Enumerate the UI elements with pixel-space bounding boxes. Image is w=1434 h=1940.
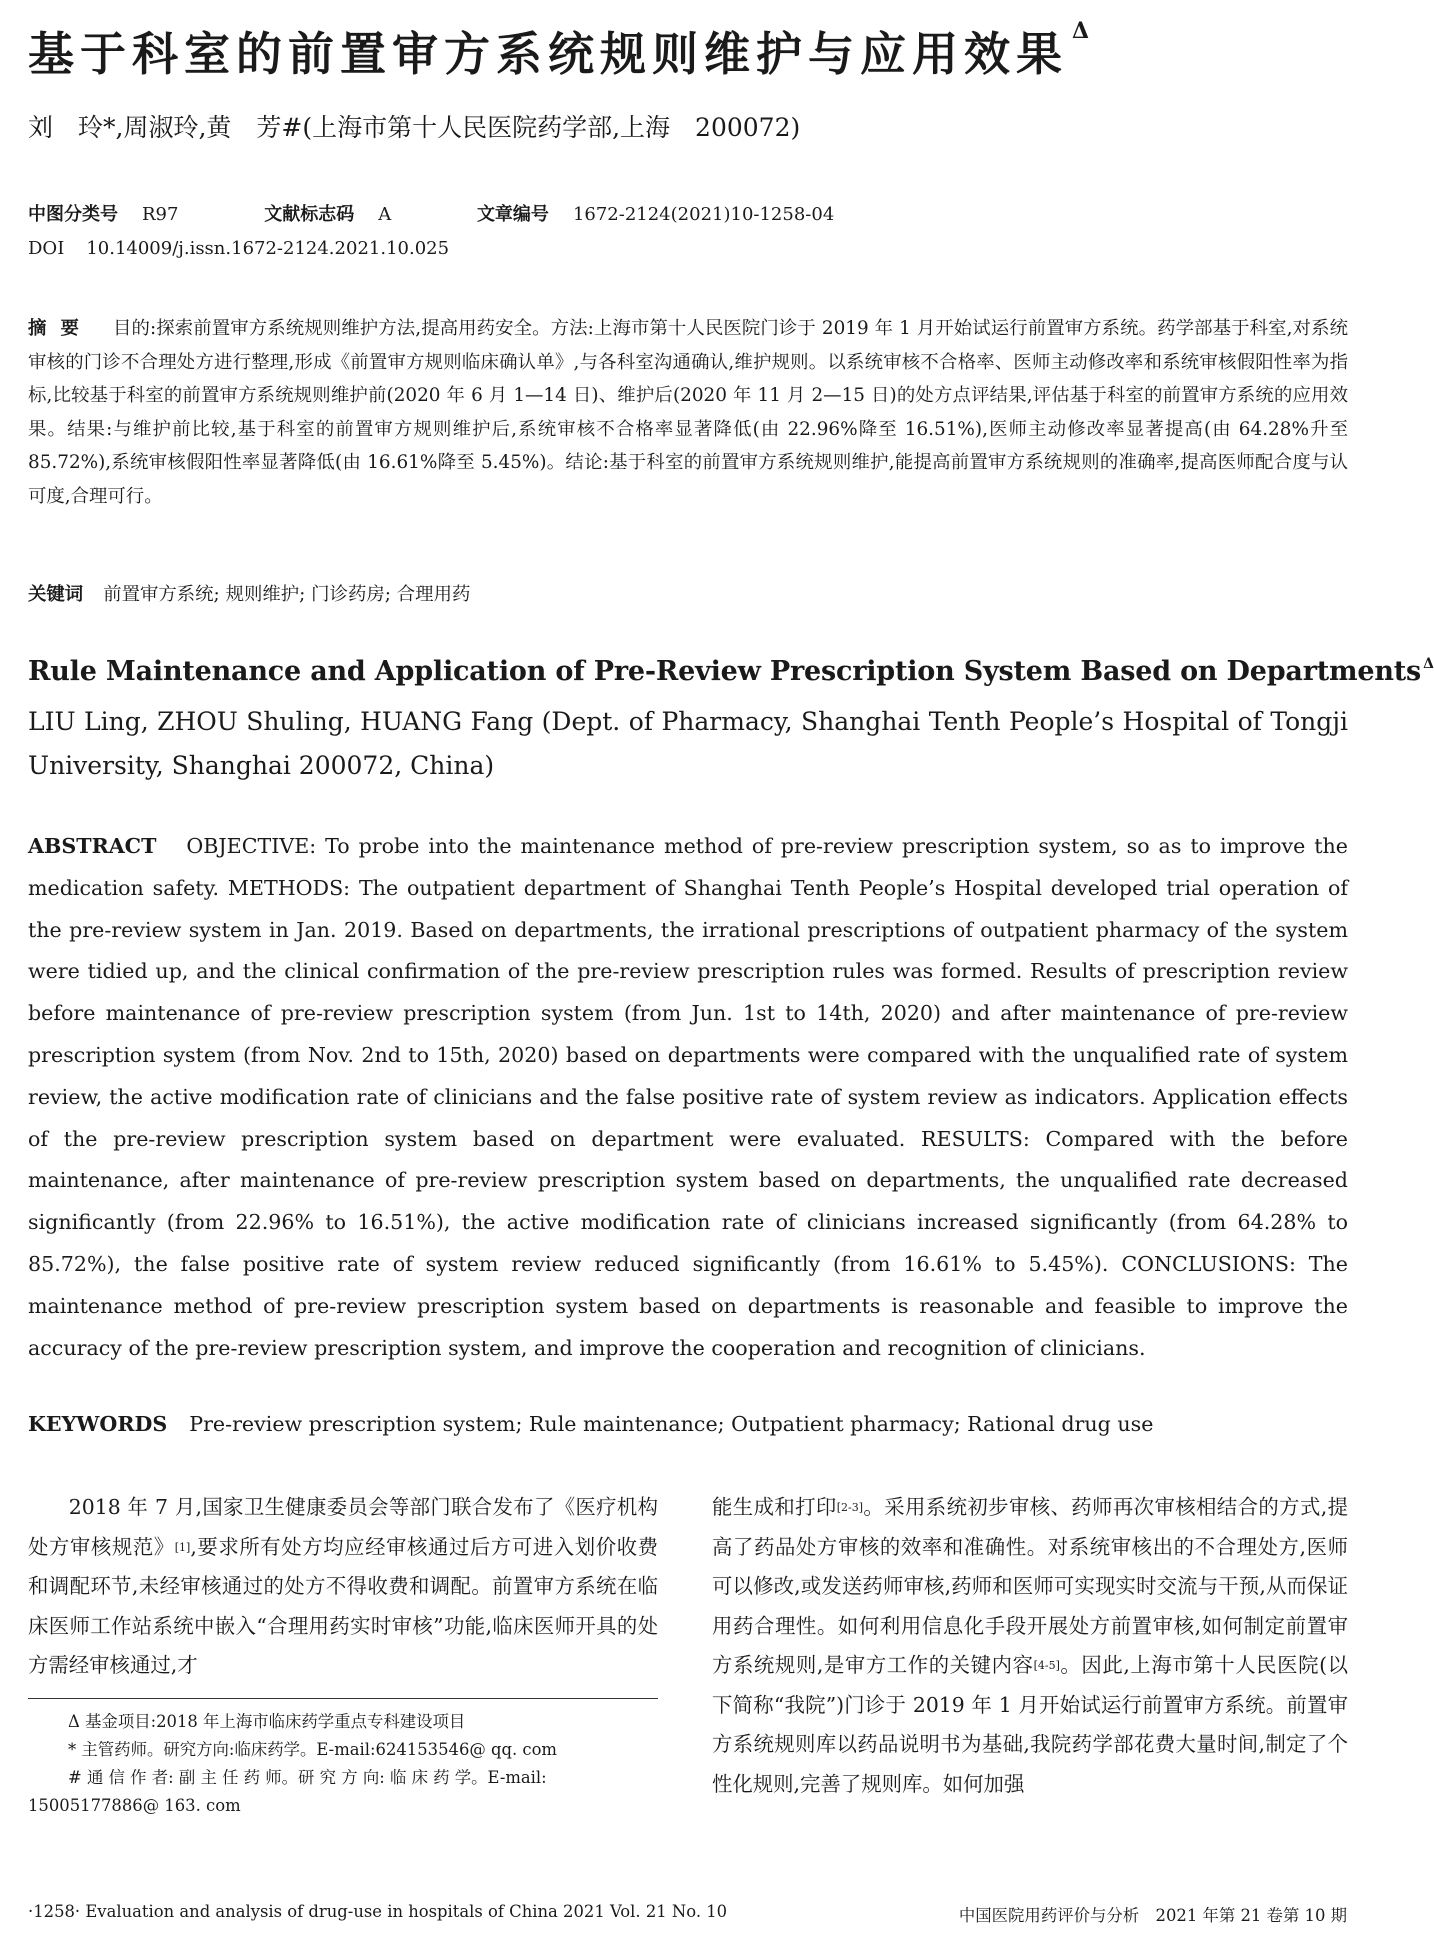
article-number-label: 文章编号	[476, 204, 549, 225]
english-title-text: Rule Maintenance and Application of Pre-Review Prescription System Based on Departments	[28, 656, 1422, 687]
english-authors: LIU Ling, ZHOU Shuling, HUANG Fang (Dept. of Pharmacy, Shanghai Tenth People’s Hospital of Tongji University, Shanghai 200072, China)	[28, 707, 1348, 780]
article-number-value: 1672-2124(2021)10-1258-04	[572, 204, 835, 225]
page-footer-left: ·1258· Evaluation and analysis of drug-use in hospitals of China 2021 Vol. 21 No. 10	[28, 1902, 728, 1921]
english-keywords-label: KEYWORDS	[28, 1412, 168, 1436]
citation-2-3: [2-3]	[836, 1501, 864, 1514]
chinese-abstract-label: 摘要	[28, 318, 93, 339]
footnote-first-author: * 主管药师。研究方向:临床药学。E-mail:624153546@ qq. com	[68, 1740, 557, 1759]
english-title	[28, 656, 1434, 687]
footnote-corresponding-author: # 通 信 作 者: 副 主 任 药 师。研 究 方 向: 临 床 药 学。E-mail:	[68, 1768, 547, 1787]
classification-line	[28, 200, 834, 226]
english-abstract	[28, 826, 1348, 1369]
clc-value: R97	[142, 204, 179, 225]
citation-4-5: [4-5]	[1033, 1659, 1060, 1672]
body-left-text-2: ,要求所有处方均应经审核通过后方可进入划价收费和调配环节,未经审核通过的处方不得收费和调配。前置审方系统在临床医师工作站系统中嵌入“合理用药实时审核”功能,临床医师开具的处方需经审核通过,才	[28, 1534, 659, 1677]
doc-code-label: 文献标志码	[264, 204, 355, 225]
page-footer-right: 中国医院用药评价与分析 2021 年第 21 卷第 10 期	[958, 1906, 1347, 1925]
footnote-divider	[28, 1698, 658, 1699]
footnote-corresponding-email: 15005177886@ 163. com	[28, 1796, 241, 1815]
body-right-text-1: 能生成和打印	[712, 1495, 837, 1519]
citation-1: [1]	[174, 1540, 191, 1554]
chinese-title	[28, 18, 1348, 84]
chinese-abstract-text: 目的:探索前置审方系统规则维护方法,提高用药安全。方法:上海市第十人民医院门诊于 2019 年 1 月开始试运行前置审方系统。药学部基于科室,对系统审核的门诊不合理处方进行整理,形成《前置审方规则临床确认单》,与各科室沟通确认,维护规则。以系统审核不合格率、医师主动修改率和系统审核假阳性率为指标,比较基于科室的前置审方系统规则维护前(2020 年 6 月 1—14 日)、维护后(2020 年 11 月 2—15 日)的处方点评结果,评估基于科室的前置审方系统的应用效果。结果:与维护前比较,基于科室的前置审方规则维护后,系统审核不合格率显著降低(由 22.96%降至 16.51%),医师主动修改率显著提高(由 64.28%升至 85.72%),系统审核假阳性率显著降低(由 16.61%降至 5.45%)。结论:基于科室的前置审方系统规则维护,能提高前置审方系统规则的准确率,提高医师配合度与认可度,合理可行。	[28, 318, 1348, 507]
doc-code-value: A	[378, 204, 392, 225]
chinese-keywords-text: 前置审方系统; 规则维护; 门诊药房; 合理用药	[103, 584, 471, 605]
chinese-keywords-label: 关键词	[28, 584, 84, 605]
clc-label: 中图分类号	[28, 204, 118, 225]
doi-label: DOI	[28, 238, 65, 259]
body-left-text-1: 2018 年 7 月,国家卫生健康委员会等部门联合发布了《医疗机构处方审核规范》	[28, 1495, 658, 1559]
english-abstract-label: ABSTRACT	[28, 834, 157, 858]
chinese-authors: 刘 玲*,周淑玲,黄 芳#(上海市第十人民医院药学部,上海 200072)	[28, 113, 801, 142]
body-right-text-2: 。采用系统初步审核、药师再次审核相结合的方式,提高了药品处方审核的效率和准确性。对系统审核出的不合理处方,医师可以修改,或发送药师审核,药师和医师可实现实时交流与干预,从而保证用药合理性。如何利用信息化手段开展处方前置审核,如何制定前置审方系统规则,是审方工作的关键内容	[712, 1495, 1349, 1677]
english-abstract-text: OBJECTIVE: To probe into the maintenance method of pre-review prescription system, so as to improve the medication safety. METHODS: The outpatient department of Shanghai Tenth People’s Hospital developed trial operation of the pre-review system in Jan. 2019. Based on departments, the irrational prescriptions of outpatient pharmacy of the system were tidied up, and the clinical confirmation of the pre-review prescription rules was formed. Results of prescription review before maintenance of pre-review prescription system (from Jun. 1st to 14th, 2020) and after maintenance of pre-review prescription system (from Nov. 2nd to 15th, 2020) based on departments were compared with the unqualified rate of system review, the active modification rate of clinicians and the false positive rate of system review as indicators. Application effects of the pre-review prescription system based on department were evaluated. RESULTS: Compared with the before maintenance, after maintenance of pre-review prescription system based on departments, the unqualified rate decreased significantly (from 22.96% to 16.51%), the active modification rate of clinicians increased significantly (from 64.28% to 85.72%), the false positive rate of system review reduced significantly (from 16.61% to 5.45%). CONCLUSIONS: The maintenance method of pre-review prescription system based on departments is reasonable and feasible to improve the accuracy of the pre-review prescription system, and improve the cooperation and recognition of clinicians.	[28, 834, 1348, 1360]
chinese-keywords	[28, 580, 470, 606]
english-keywords	[28, 1412, 1153, 1436]
chinese-abstract	[28, 312, 1348, 513]
footnotes	[28, 1708, 658, 1820]
english-title-fund-mark: Δ	[1423, 656, 1434, 672]
body-right-column	[712, 1488, 1348, 1804]
english-keywords-text: Pre-review prescription system; Rule maintenance; Outpatient pharmacy; Rational drug use	[189, 1412, 1154, 1436]
chinese-title-text: 基于科室的前置审方系统规则维护与应用效果	[28, 27, 1068, 81]
doi-line	[28, 238, 449, 259]
doi-value: 10.14009/j.issn.1672-2124.2021.10.025	[86, 238, 450, 259]
chinese-title-fund-mark: Δ	[1072, 18, 1096, 44]
body-left-column	[28, 1488, 658, 1686]
body-right-text-3: 。因此,上海市第十人民医院(以下简称“我院”)门诊于 2019 年 1 月开始试运行前置审方系统。前置审方系统规则库以药品说明书为基础,我院药学部花费大量时间,制定了个性化规则,完善了规则库。如何加强	[712, 1653, 1349, 1796]
footnote-fund: Δ 基金项目:2018 年上海市临床药学重点专科建设项目	[68, 1712, 466, 1731]
